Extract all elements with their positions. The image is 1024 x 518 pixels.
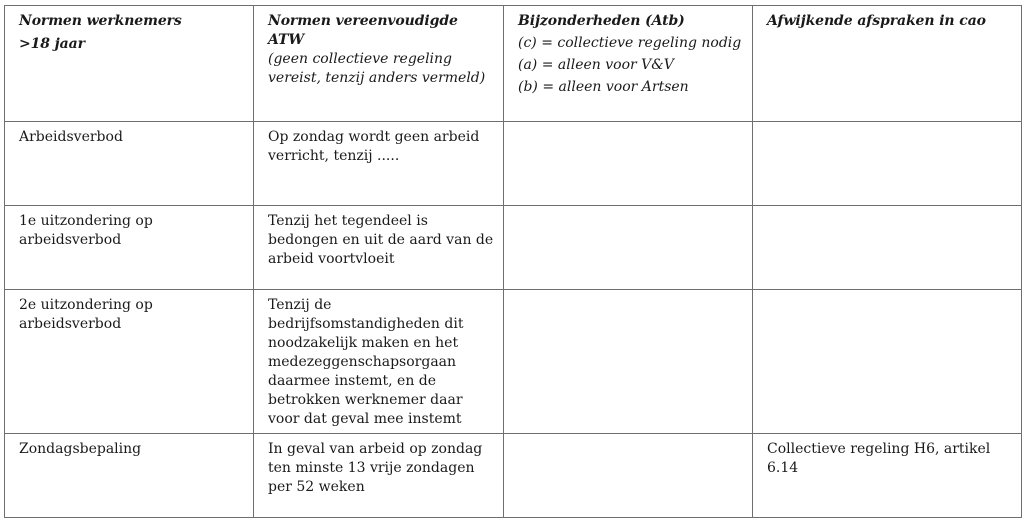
table-row bbox=[5, 434, 1022, 518]
atb-cell bbox=[504, 434, 753, 518]
header-atb-note-a: (a) = alleen voor V&V bbox=[518, 57, 674, 73]
header-atb-title: Bijzonderheden (Atb) bbox=[518, 13, 685, 29]
norm-cell: 1e uitzondering op arbeidsverbod bbox=[5, 206, 254, 290]
header-atb-note-b: (b) = alleen voor Artsen bbox=[518, 79, 689, 95]
header-cell-cao-agreements bbox=[753, 6, 1022, 122]
table-header-row bbox=[5, 6, 1022, 122]
header-cell-atb-details bbox=[504, 6, 753, 122]
header-norms-employees-line2: >18 jaar bbox=[19, 36, 85, 52]
header-atb-note-c: (c) = collectieve regeling nodig bbox=[518, 35, 742, 51]
atw-cell: Tenzij het tegendeel is bedongen en uit de aard van de arbeid voortvloeit bbox=[254, 206, 504, 290]
table-row bbox=[5, 290, 1022, 434]
header-cao-title: Afwijkende afspraken in cao bbox=[767, 13, 986, 29]
atw-cell: Tenzij de bedrijfsomstandigheden dit noodzakelijk maken en het medezeggenschapsorgaan daarmee instemt, en de betrokken werknemer daar voor dat geval mee instemt bbox=[254, 290, 504, 434]
cao-cell: Collectieve regeling H6, artikel 6.14 bbox=[753, 434, 1022, 518]
cao-cell bbox=[753, 290, 1022, 434]
atb-cell bbox=[504, 290, 753, 434]
header-cell-norms-employees bbox=[5, 6, 254, 122]
norm-cell: 2e uitzondering op arbeidsverbod bbox=[5, 290, 254, 434]
header-atw-subtitle: (geen collectieve regeling vereist, tenzij anders vermeld) bbox=[268, 51, 486, 86]
cao-cell bbox=[753, 122, 1022, 206]
atb-cell bbox=[504, 206, 753, 290]
atb-cell bbox=[504, 122, 753, 206]
table-row bbox=[5, 206, 1022, 290]
table-row bbox=[5, 122, 1022, 206]
header-norms-employees-line1: Normen werknemers bbox=[19, 13, 182, 29]
atw-cell: Op zondag wordt geen arbeid verricht, tenzij ..... bbox=[254, 122, 504, 206]
norm-cell: Arbeidsverbod bbox=[5, 122, 254, 206]
atw-cell: In geval van arbeid op zondag ten minste 13 vrije zondagen per 52 weken bbox=[254, 434, 504, 518]
norm-cell: Zondagsbepaling bbox=[5, 434, 254, 518]
header-cell-atw-norms bbox=[254, 6, 504, 122]
norms-table bbox=[4, 5, 1022, 518]
cao-cell bbox=[753, 206, 1022, 290]
header-atw-title: Normen vereenvoudigde ATW bbox=[268, 13, 458, 48]
